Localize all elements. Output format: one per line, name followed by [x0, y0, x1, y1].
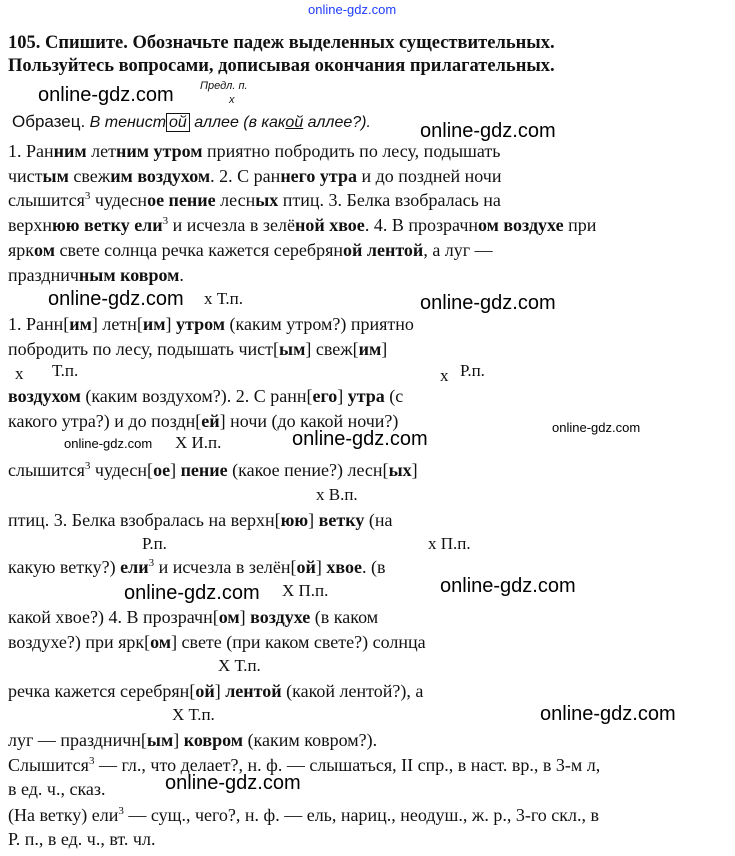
watermark: online-gdz.com [124, 582, 260, 604]
sample-label: Образец. [12, 112, 86, 131]
task-line-3: слышится$^3$ чудесное пение лесных птиц. 3. Белка взобралась на [8, 190, 501, 210]
sample-ending-box: ой [166, 113, 190, 132]
watermark-top: online-gdz.com [308, 2, 397, 17]
answer-line-10: речка кажется серебрян[ой] лентой (какой лентой?), а [8, 681, 424, 701]
sample-text-c: аллее?). [307, 114, 371, 131]
watermark: online-gdz.com [540, 703, 676, 725]
analysis-line-4: Р. п., в ед. ч., вт. чл. [8, 829, 156, 849]
answer-line-1: 1. Ранн[им] летн[им] утром (каким утром?) приятно [8, 314, 414, 334]
case-mark: Т.п. [52, 361, 79, 380]
case-mark: Р.п. [460, 361, 485, 380]
exercise-header-line-1: 105. Спишите. Обозначьте падеж выделенных существительных. [8, 33, 555, 53]
answer-line-7: какую ветку?) ели$^3$ и исчезла в зелён[ой] хвое. (в [8, 557, 386, 577]
case-mark: X П.п. [282, 581, 329, 600]
watermark: online-gdz.com [420, 292, 556, 314]
watermark: online-gdz.com [292, 428, 428, 450]
answer-line-4: какого утра?) и до поздн[ей] ночи (до какой ночи?) [8, 411, 399, 431]
sample-question-ending: ой [285, 114, 304, 131]
analysis-line-2: в ед. ч., сказ. [8, 779, 106, 799]
watermark: online-gdz.com [48, 288, 184, 310]
case-mark: x [440, 366, 449, 385]
watermark: online-gdz.com [165, 772, 301, 794]
sample-text-b: аллее (в как [194, 114, 286, 131]
task-line-6: праздничным ковром. [8, 265, 184, 285]
case-mark: X И.п. [175, 433, 222, 452]
exercise-header-line-2: Пользуйтесь вопросами, дописывая окончания прилагательных. [8, 56, 555, 76]
watermark: online-gdz.com [440, 575, 576, 597]
case-mark: X Т.п. [172, 705, 215, 724]
answer-line-3: воздухом (каким воздухом?). 2. С ранн[его] утра (с [8, 386, 404, 406]
case-mark: x П.п. [428, 534, 471, 553]
watermark: online-gdz.com [38, 84, 174, 106]
task-line-2: чистым свежим воздухом. 2. С раннего утра и до поздней ночи [8, 166, 502, 186]
case-mark: x Т.п. [204, 289, 244, 308]
watermark: online-gdz.com [420, 120, 556, 142]
analysis-line-1: Слышится$^3$ — гл., что делает?, н. ф. — слышаться, II спр., в наст. вр., в 3-м л, [8, 755, 601, 775]
task-line-1: 1. Ранним летним утром приятно побродить по лесу, подышать [8, 141, 501, 161]
answer-line-8: какой хвое?) 4. В прозрачн[ом] воздухе (в каком [8, 607, 379, 627]
case-mark: x В.п. [316, 485, 358, 504]
sample-line [12, 112, 371, 132]
sample-x-mark: x [229, 94, 235, 106]
case-mark: Р.п. [142, 534, 167, 553]
case-mark: x [15, 364, 24, 383]
task-line-4: верхнюю ветку ели$^3$ и исчезла в зелёной хвое. 4. В прозрачном воздухе при [8, 215, 597, 235]
answer-line-6: птиц. 3. Белка взобралась на верхн[юю] ветку (на [8, 510, 393, 530]
sample-case-note: Предл. п. [200, 80, 248, 92]
answer-line-9: воздухе?) при ярк[ом] свете (при каком свете?) солнца [8, 632, 426, 652]
task-line-5: ярком свете солнца речка кажется серебряной лентой, а луг — [8, 240, 493, 260]
watermark-small: online-gdz.com [64, 436, 153, 451]
answer-line-2: побродить по лесу, подышать чист[ым] свеж[им] [8, 339, 388, 359]
answer-line-11: луг — праздничн[ым] ковром (каким ковром?). [8, 730, 378, 750]
answer-line-5: слышится$^3$ чудесн[ое] пение (какое пение?) лесн[ых] [8, 460, 418, 480]
sample-text-a: В тенист [89, 114, 167, 131]
case-mark: X Т.п. [218, 656, 261, 675]
analysis-line-3: (На ветку) ели$^3$ — сущ., чего?, н. ф. — ель, нариц., неодуш., ж. р., 3-го скл., в [8, 805, 599, 825]
watermark-small: online-gdz.com [552, 420, 641, 435]
